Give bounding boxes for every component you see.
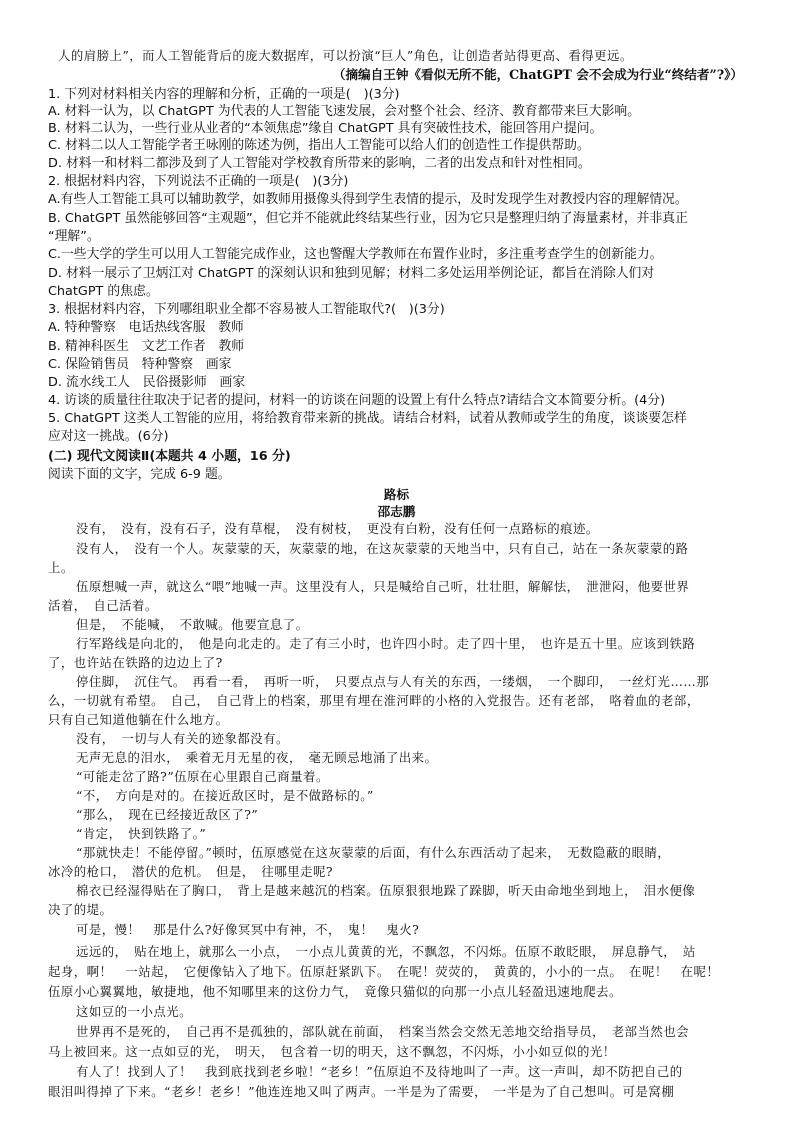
story-line: 停住脚， 沉住气。 再看一看， 再听一听， 只要点点与人有关的东西，一缕烟， 一个脚印， 一丝灯光……那	[76, 674, 710, 689]
story-line: 么，一切就有希望。 自己， 自己背上的档案，那里有埋在淮河畔的小格的入党报告。还有老部， 咯着血的老部，	[48, 693, 700, 708]
story-line: 有人了！找到人了！ 我到底找到老乡啦！“老乡！”伍原迫不及待地叫了一声。这一声叫，却不防把自己的	[76, 1064, 683, 1079]
story-line: 但是， 不能喊， 不敢喊。他要宣息了。	[76, 617, 309, 632]
option-d: D. 材料一展示了卫炳江对 ChatGPT 的深刻认识和独到见解；材料二多处运用举例论证，都旨在消除人们对	[48, 266, 655, 281]
reading-instruction: 阅读下面的文字，完成 6-9 题。	[48, 467, 231, 482]
story-line: 冰冷的枪口， 潜伏的危机。 但是， 往哪里走呢?	[48, 864, 334, 879]
option-b: B. 精神科医生 文艺工作者 教师	[48, 339, 245, 354]
story-line: 伍原想喊一声，就这么“喂”地喊一声。这里没有人，只是喊给自己听，壮壮胆，解解怯， 泄泄闷，他要世界	[76, 579, 690, 594]
option-c: C.一些大学的学生可以用人工智能完成作业，这也警醒大学教师在布置作业时，多注重考查学生的创新能力。	[48, 247, 663, 262]
story-line: 没有人， 没有一个人。灰蒙蒙的天，灰蒙蒙的地，在这灰蒙蒙的天地当中，只有自己，站在一条灰蒙蒙的路	[76, 541, 689, 556]
story-line: 这如豆的一小点光。	[76, 1004, 193, 1019]
story-line: 棉衣已经湿得贴在了胸口， 背上是越来越沉的档案。伍原狠狠地跺了跺脚，听天由命地坐到地上， 泪水便像	[76, 883, 696, 898]
question-stem: 2. 根据材料内容，下列说法不正确的一项是( )(3分)	[48, 174, 349, 189]
question-5-continued: 应对这一挑战。(6分)	[48, 429, 169, 444]
story-line: 了，也许站在铁路的边边上了?	[48, 655, 223, 670]
story-line: “不， 方向是对的。在接近敌区时，是不做路标的。”	[76, 788, 374, 803]
option-d: D. 材料一和材料二都涉及到了人工智能对学校教育所带来的影响，二者的出发点和针对性相同。	[48, 156, 591, 171]
option-d-continued: ChatGPT 的焦虑。	[48, 284, 159, 299]
continued-text-line: 人的肩膀上”，而人工智能背后的庞大数据库，可以扮演“巨人”角色，让创造者站得更高、看得更远。	[58, 48, 633, 63]
story-line: 可是，慢！ 那是什么?好像冥冥中有神，不， 鬼！ 鬼火?	[76, 922, 420, 937]
story-line: 伍原小心翼翼地，敏捷地，他不知哪里来的这份力气， 竟像只猫似的向那一小点儿轻盈迅速地爬去。	[48, 984, 622, 999]
story-line: 上。	[48, 560, 74, 575]
story-line: “那就快走！不能停留。”顿时，伍原感觉在这灰蒙蒙的后面，有什么东西活动了起来， 无数隐蔽的眼睛，	[76, 845, 671, 860]
story-author: 邵志鹏	[377, 504, 416, 519]
option-a: A.有些人工智能工具可以辅助教学，如教师用摄像头得到学生表情的提示，及时发现学生对教授内容的理解情况。	[48, 192, 688, 207]
story-title: 路标	[383, 487, 410, 502]
source-citation: （摘编自王钟《看似无所不能，ChatGPT 会不会成为行业“终结者”?》）	[332, 67, 743, 82]
question-stem: 3. 根据材料内容，下列哪组职业全都不容易被人工智能取代?( )(3分)	[48, 302, 445, 317]
story-line: 眼泪叫得掉了下来。“老乡！老乡！”他连连地又叫了两声。一半是为了需要， 一半是为了自己想叫。可是窝棚	[48, 1084, 675, 1099]
story-line: 没有， 一切与人有关的迹象都没有。	[76, 731, 289, 746]
story-line: 活着， 自己活着。	[48, 598, 158, 613]
option-a: A. 特种警察 电话热线客服 教师	[48, 320, 244, 335]
option-c: C. 保险销售员 特种警察 画家	[48, 357, 232, 372]
question-stem: 1. 下列对材料相关内容的理解和分析，正确的一项是( )(3分)	[48, 87, 400, 102]
option-d: D. 流水线工人 民俗摄影师 画家	[48, 375, 246, 390]
question-5: 5. ChatGPT 这类人工智能的应用，将给教育带来新的挑战。请结合材料，试着从教师或学生的角度，谈谈要怎样	[48, 411, 687, 426]
story-line: 无声无息的泪水， 乘着无月无星的夜， 毫无顾忌地涌了出来。	[76, 750, 438, 765]
story-line: 决了的堤。	[48, 902, 113, 917]
section-heading: (二) 现代文阅读Ⅱ(本题共 4 小题，16 分)	[48, 449, 291, 464]
story-line: 行军路线是向北的， 他是向北走的。走了有三小时，也许四小时。走了四十里， 也许是五十里。应该到铁路	[76, 636, 696, 651]
story-line: 起身，啊！ 一站起， 它便像钻入了地下。伍原赶紧趴下。 在呢！荧荧的， 黄黄的，小小的一点。 在呢！ 在呢！	[48, 964, 720, 979]
story-line: 远远的， 贴在地上，就那么一小点， 一小点儿黄黄的光，不飘忽，不闪烁。伍原不敢眨眼， 屏息静气， 站	[76, 944, 696, 959]
option-a: A. 材料一认为，以 ChatGPT 为代表的人工智能飞速发展，会对整个社会、经济、教育都带来巨大影响。	[48, 104, 641, 119]
story-line: “那么， 现在已经接近敌区了?”	[76, 807, 259, 822]
story-line: 没有， 没有，没有石子，没有草棍， 没有树枝， 更没有白粉，没有任何一点路标的痕迹。	[76, 521, 599, 536]
story-line: “可能走岔了路?”伍原在心里跟自己商量着。	[76, 769, 329, 784]
story-line: 马上被回来。这一点如豆的光， 明天， 包含着一切的明天，这不飘忽，不闪烁，小小如豆似的光！	[48, 1044, 616, 1059]
option-b: B. ChatGPT 虽然能够回答“主观题”，但它并不能就此终结某些行业，因为它只是整理归纳了海量素材，并非真正	[48, 211, 688, 226]
question-4: 4. 访谈的质量往往取决于记者的提问，材料一的访谈在问题的设置上有什么特点?请结合文本简要分析。(4分)	[48, 393, 666, 408]
story-line: “肯定， 快到铁路了。”	[76, 826, 207, 841]
story-line: 世界再不是死的， 自己再不是孤独的，部队就在前面， 档案当然会交然无恙地交给指导员， 老部当然也会	[76, 1024, 690, 1039]
story-line: 只有自己知道他躺在什么地方。	[48, 712, 229, 727]
option-b: B. 材料二认为，一些行业从业者的“本领焦虑”缘自 ChatGPT 具有突破性技术，能回答用户提问。	[48, 121, 603, 136]
option-b-continued: “理解”。	[48, 229, 100, 244]
option-c: C. 材料二以人工智能学者王咏刚的陈述为例，指出人工智能可以给人们的创造性工作提供帮助。	[48, 138, 590, 153]
